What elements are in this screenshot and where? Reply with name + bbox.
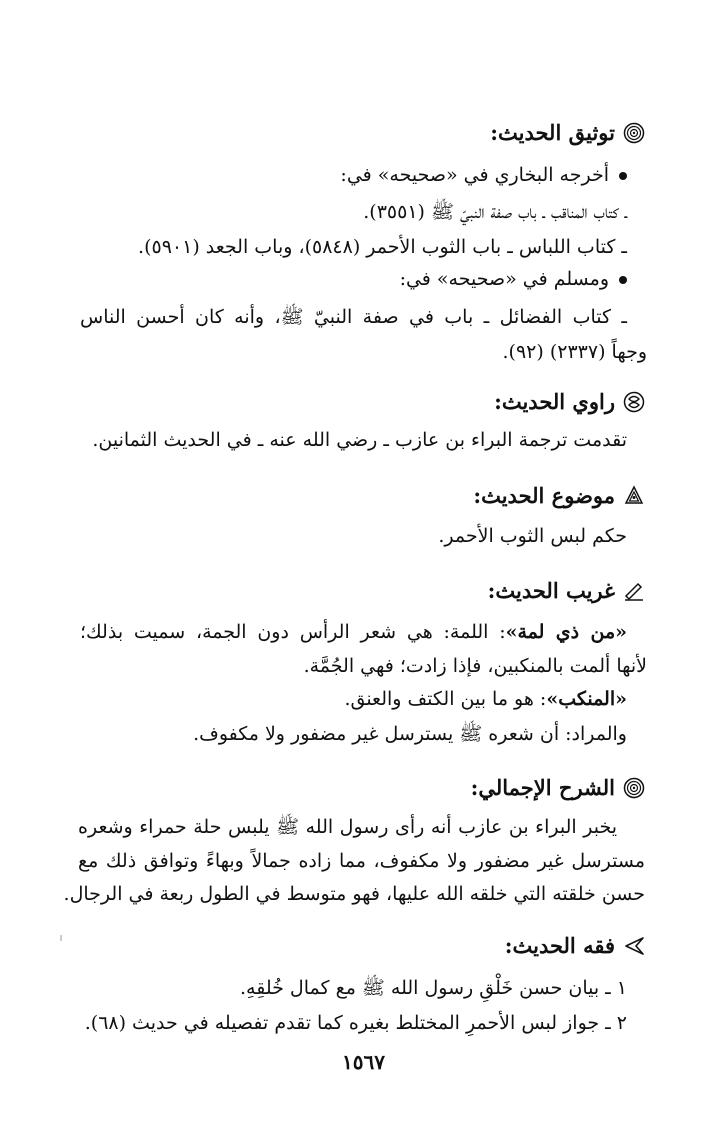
- vocab-term-1-line-1: «من ذي لمة»: اللمة: هي شعر الرأس دون الجمة، سميت بذلك؛: [80, 621, 627, 643]
- bukhari-ref-1: ـ كتاب المناقب ـ باب صفة النبيّ ﷺ (٣٥٥١).: [363, 201, 627, 223]
- bukhari-ref-2: ـ كتاب اللباس ـ باب الثوب الأحمر (٥٨٤٨)، وباب الجعد (٥٩٠١).: [138, 236, 627, 258]
- explanation-line-2: مسترسل غير مضفور ولا مكفوف، مما زاده جمالاً وبهاءً وتوافق ذلك مع: [78, 850, 645, 872]
- narrator-heading: [494, 386, 645, 418]
- explanation-heading: [471, 772, 645, 804]
- narrator-title: راوي الحديث:: [494, 389, 615, 414]
- vocab-term-2-line: «المنكب»: هو ما بين الكتف والعنق.: [344, 688, 627, 710]
- muslim-ref-line-2: وجهاً (٢٣٣٧) (٩٢).: [502, 341, 647, 363]
- bullet-icon: [619, 276, 627, 284]
- explanation-title: الشرح الإجمالي:: [470, 775, 615, 800]
- explanation-line-1: يخبر البراء بن عازب أنه رأى رسول الله ﷺ يلبس حلة حمراء وشعره: [78, 816, 617, 838]
- explanation-line-3: حسن خلقته التي خلقه الله عليها، فهو متوسط في الطول ربعة في الرجال.: [63, 883, 645, 905]
- topic-title: موضوع الحديث:: [473, 483, 615, 508]
- bullet-icon: [619, 172, 627, 180]
- knot-icon: [623, 391, 645, 413]
- vocab-term-1-line-2: لأنها ألمت بالمنكبين، فإذا زادت؛ فهي الجُمَّة.: [303, 655, 647, 677]
- arrow-left-icon: [623, 935, 645, 957]
- vocabulary-title: غريب الحديث:: [487, 578, 615, 603]
- muslim-ref-line-1: ـ كتاب الفضائل ـ باب في صفة النبيّ ﷺ، وأنه كان أحسن الناس: [80, 306, 627, 328]
- vocab-term-1: «من ذي لمة»: [505, 621, 627, 643]
- narrator-text: تقدمت ترجمة البراء بن عازب ـ رضي الله عنه ـ في الحديث الثمانين.: [92, 429, 627, 451]
- rosette-icon: [623, 777, 645, 799]
- vocab-term-2: «المنكب»: [546, 688, 627, 710]
- rosette-icon: [623, 122, 645, 144]
- documentation-heading: [490, 117, 645, 149]
- fiqh-point-1: ١ ـ بيان حسن خَلْقِ رسول الله ﷺ مع كمال خُلقِهِ.: [240, 977, 627, 999]
- fiqh-heading: [505, 930, 645, 962]
- page-number: ١٥٦٧: [342, 1050, 385, 1074]
- fiqh-title: فقه الحديث:: [504, 933, 615, 958]
- bukhari-intro: أخرجه البخاري في «صحيحه» في:: [340, 160, 627, 190]
- triquetra-icon: [623, 485, 645, 507]
- fiqh-point-2: ٢ ـ جواز لبس الأحمرِ المختلط بغيره كما تقدم تفصيله في حديث (٦٨).: [84, 1012, 627, 1034]
- muslim-intro: ومسلم في «صحيحه» في:: [400, 264, 627, 294]
- documentation-title: توثيق الحديث:: [490, 120, 615, 145]
- pen-icon: [623, 580, 645, 602]
- topic-text: حكم لبس الثوب الأحمر.: [438, 525, 627, 547]
- topic-heading: [473, 480, 645, 512]
- vocab-meaning: والمراد: أن شعره ﷺ يسترسل غير مضفور ولا مكفوف.: [193, 723, 627, 745]
- vocabulary-heading: [488, 575, 645, 607]
- margin-mark: [60, 935, 62, 941]
